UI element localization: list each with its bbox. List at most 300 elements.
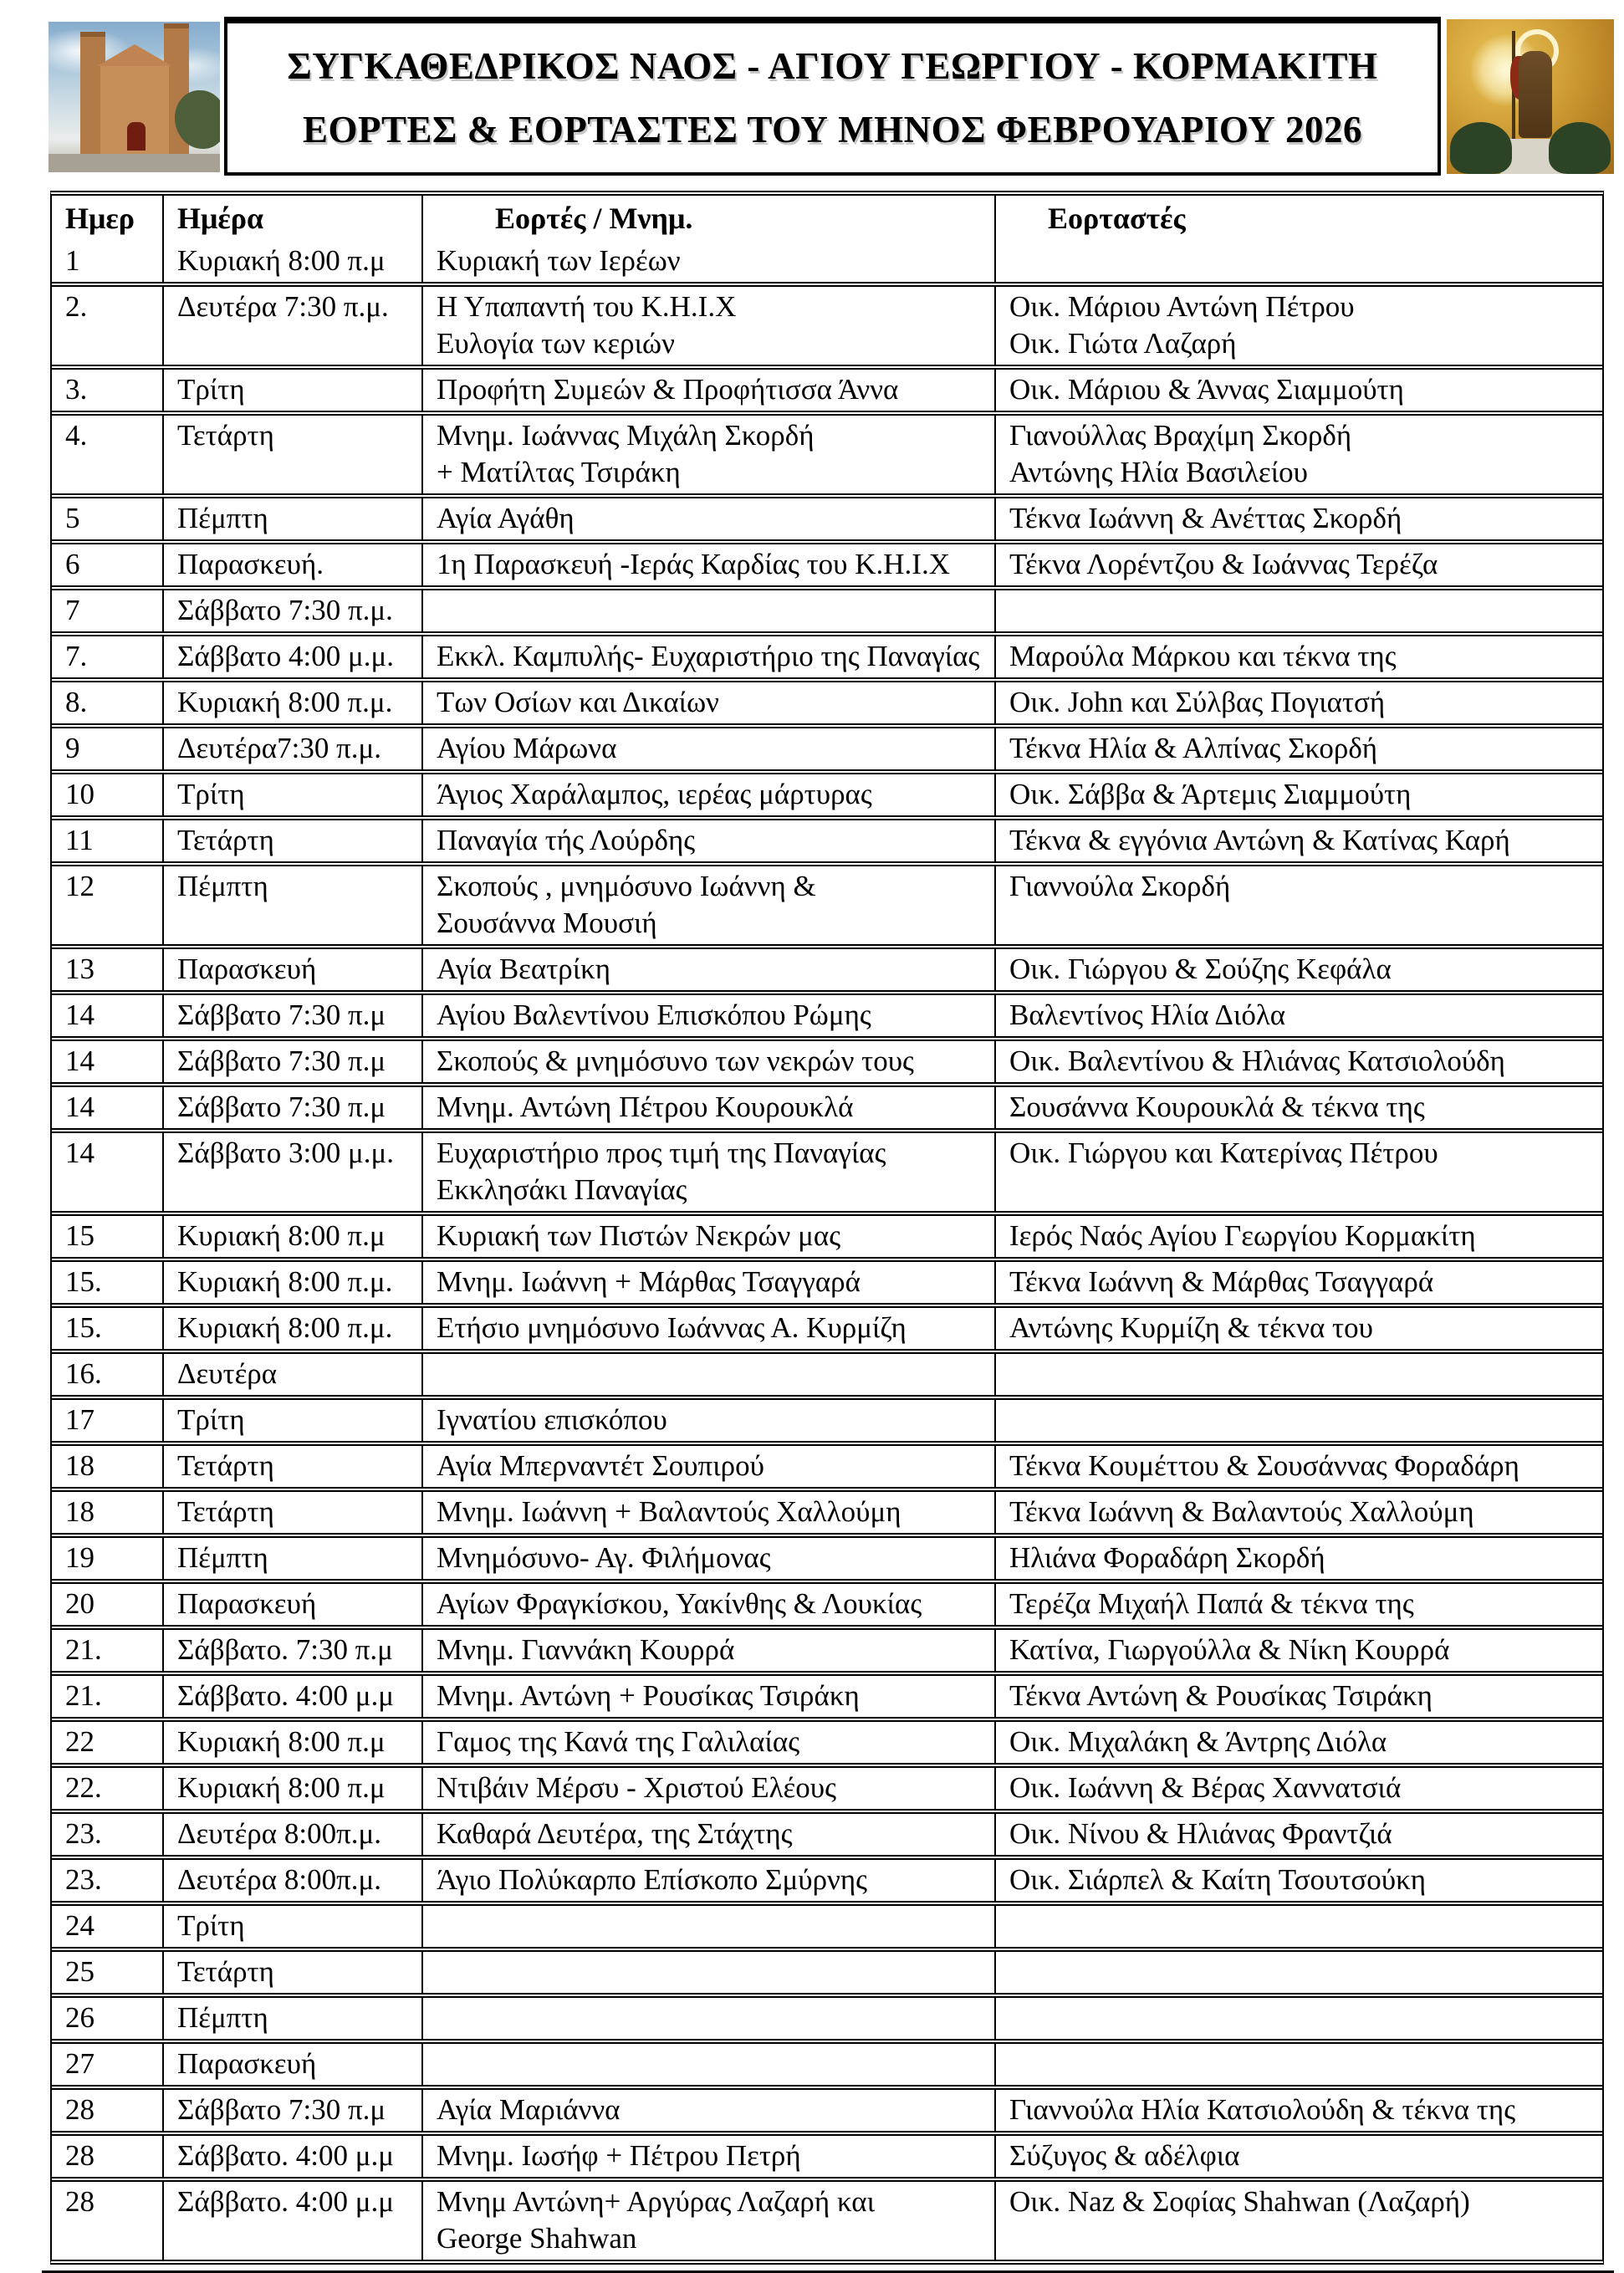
celebrant-line: Τέκνα Ιωάννη & Βαλαντούς Χαλλούμη [1009,1495,1474,1528]
table-row [52,2177,1602,2260]
cell-celebrants [994,1041,1602,1082]
day-number: 10 [65,778,94,810]
cell-feasts [421,1308,994,1349]
feast-line: Των Οσίων και Δικαίων [437,686,719,718]
day-name: Δευτέρα [177,1357,278,1390]
cell-celebrants [994,1814,1602,1855]
feast-line: Αγία Αγάθη [437,502,575,534]
column-header-day-name [162,196,421,241]
celebrant-line: Τέκνα Ιωάννη & Ανέττας Σκορδή [1009,502,1402,534]
feast-line: Άγιος Χαράλαμπος, ιερέας μάρτυρας [437,778,872,810]
feast-line: Μνημ. Αντώνη Πέτρου Κουρουκλά [437,1091,854,1123]
cell-feasts [421,1492,994,1533]
cell-celebrants [994,1446,1602,1487]
cell-feasts [421,1906,994,1947]
day-number: 7 [65,594,80,626]
cell-day-name [162,1087,421,1128]
cell-day-number [52,1584,162,1625]
cell-day-number [52,636,162,677]
celebrant-line: Κατίνα, Γιωργούλλα & Νίκη Κουρρά [1009,1633,1450,1666]
cell-day-number [52,1216,162,1257]
cell-day-number [52,949,162,990]
table-row [52,1441,1602,1487]
celebrant-line: Οικ. Γιώτα Λαζαρή [1009,327,1237,360]
feast-line: Μνημ. Αντώνη + Ρουσίκας Τσιράκη [437,1679,860,1712]
day-number: 2. [65,290,88,323]
celebrant-line: Ιερός Ναός Αγίου Γεωργίου Κορμακίτη [1009,1219,1476,1252]
cell-feasts [421,590,994,631]
feast-line: 1η Παρασκευή -Ιεράς Καρδίας του Κ.Η.Ι.Χ [437,548,950,580]
cell-day-name [162,1216,421,1257]
celebrant-line: Οικ. Σιάρπελ & Καίτη Τσουτσούκη [1009,1863,1427,1896]
cell-feasts [421,1087,994,1128]
column-header-day-number [52,196,162,241]
cell-feasts [421,949,994,990]
feast-line: Εκκλησάκι Παναγίας [437,1173,687,1206]
feast-line: Μνημ. Ιωάννας Μιχάλη Σκορδή [437,419,815,452]
cell-day-number [52,590,162,631]
day-name: Σάββατο 4:00 μ.μ. [177,640,394,672]
day-name: Τετάρτη [177,824,274,856]
day-name: Τρίτη [177,1909,245,1942]
celebrant-line: Οικ. Naz & Σοφίας Shahwan (Λαζαρή) [1009,2185,1470,2218]
cell-day-number [52,1722,162,1763]
cell-day-name [162,2182,421,2260]
feast-line: Μνημ Αντώνη+ Αργύρας Λαζαρή και [437,2185,876,2218]
day-name: Σάββατο 7:30 π.μ [177,2093,386,2126]
cell-feasts [421,287,994,365]
cell-day-number [52,1676,162,1717]
cell-day-name [162,2136,421,2177]
table-row [52,1395,1602,1441]
day-number: 6 [65,548,80,580]
day-number: 19 [65,1541,94,1574]
day-name: Τετάρτη [177,1449,274,1482]
cell-day-name [162,2090,421,2131]
feast-line: Αγίου Μάρωνα [437,732,617,764]
flower-arrangement-right [1549,122,1611,174]
cell-feasts [421,498,994,539]
cell-celebrants [994,1262,1602,1303]
celebrant-line: Οικ. Ιωάννη & Βέρας Χαννατσιά [1009,1771,1402,1804]
cell-celebrants [994,2044,1602,2085]
cell-day-name [162,2044,421,2085]
page-header [0,0,1624,179]
celebrant-line: Τέκνα Κουμέττου & Σουσάννας Φοραδάρη [1009,1449,1519,1482]
cell-day-number [52,1814,162,1855]
cell-celebrants [994,1860,1602,1901]
column-header-label: Ημερ [65,201,135,235]
page-title-line1: ΣΥΓΚΑΘΕΔΡΙΚΟΣ ΝΑΟΣ - ΑΓΙΟΥ ΓΕΩΡΓΙΟΥ - ΚΟΡΜΑΚΙΤΗ [287,44,1378,87]
cell-feasts [421,370,994,411]
cell-feasts [421,1400,994,1441]
feast-line: Σκοπούς , μνημόσυνο Ιωάννη & [437,870,816,902]
table-row [52,1082,1602,1128]
table-row [52,1487,1602,1533]
cell-day-name [162,1400,421,1441]
day-number: 27 [65,2047,94,2080]
statue-figure [1519,51,1552,138]
table-row [52,1993,1602,2039]
cell-celebrants [994,1630,1602,1671]
cell-feasts [421,241,994,282]
cell-day-name [162,1768,421,1809]
church-door [127,122,146,151]
cell-celebrants [994,1354,1602,1395]
day-name: Σάββατο 7:30 π.μ [177,1091,386,1123]
feast-line: Καθαρά Δευτέρα, της Στάχτης [437,1817,793,1850]
cell-day-number [52,774,162,815]
day-name: Τρίτη [177,373,245,406]
celebrant-line: Τέκνα Ηλία & Αλπίνας Σκορδή [1009,732,1378,764]
celebrant-line: Οικ. Μάριου Αντώνη Πέτρου [1009,290,1355,323]
cell-celebrants [994,498,1602,539]
day-number: 11 [65,824,94,856]
day-number: 7. [65,640,88,672]
table-row [52,1257,1602,1303]
cell-celebrants [994,590,1602,631]
day-name: Τρίτη [177,778,245,810]
table-row [52,1533,1602,1579]
cell-celebrants [994,1952,1602,1993]
day-number: 18 [65,1449,94,1482]
celebrant-line: Γιαννούλα Σκορδή [1009,870,1231,902]
table-row [52,1349,1602,1395]
feast-line: Αγία Μπερναντέτ Σουπιρού [437,1449,764,1482]
cell-feasts [421,774,994,815]
cell-day-number [52,1262,162,1303]
cell-celebrants [994,866,1602,944]
cell-celebrants [994,1584,1602,1625]
day-name: Σάββατο 3:00 μ.μ. [177,1136,394,1169]
cell-celebrants [994,2136,1602,2177]
column-header-label: Ημέρα [177,201,264,235]
cell-celebrants [994,1906,1602,1947]
cell-day-name [162,1676,421,1717]
feast-line: Αγία Μαριάννα [437,2093,620,2126]
cell-day-name [162,866,421,944]
table-row [52,1947,1602,1993]
cell-day-number [52,1906,162,1947]
feast-line: Ιγνατίου επισκόπου [437,1403,667,1436]
cell-feasts [421,1354,994,1395]
celebrant-line: Τέκνα Αντώνη & Ρουσίκας Τσιράκη [1009,1679,1432,1712]
day-name: Σάββατο 7:30 π.μ. [177,594,393,626]
table-row [52,1809,1602,1855]
cell-celebrants [994,949,1602,990]
cell-feasts [421,2044,994,2085]
title-box [224,17,1441,176]
cell-feasts [421,820,994,861]
cell-day-number [52,2182,162,2260]
day-name: Δευτέρα 8:00π.μ. [177,1817,382,1850]
cell-day-name [162,1584,421,1625]
cell-celebrants [994,1400,1602,1441]
cell-day-number [52,1087,162,1128]
celebrant-line: Οικ. John και Σύλβας Πογιατσή [1009,686,1386,718]
church-pediment [97,44,172,66]
saint-george-statue-photo [1447,19,1614,174]
column-header-label: Εορταστές [1048,201,1186,235]
celebrant-line: Τερέζα Μιχαήλ Παπά & τέκνα της [1009,1587,1414,1620]
cell-celebrants [994,1216,1602,1257]
cell-day-number [52,995,162,1036]
table-row [52,539,1602,585]
celebrant-line: Σύζυγος & αδέλφια [1009,2139,1240,2172]
feast-line: Μνημ. Ιωάννη + Βαλαντούς Χαλλούμη [437,1495,901,1528]
cell-feasts [421,416,994,493]
table-row [52,411,1602,493]
cell-celebrants [994,1538,1602,1579]
cell-day-number [52,241,162,282]
cell-day-name [162,1722,421,1763]
day-name: Τετάρτη [177,1495,274,1528]
cell-day-number [52,1041,162,1082]
feast-line: Ντιβάιν Μέρσυ - Χριστού Ελέους [437,1771,836,1804]
cell-feasts [421,728,994,769]
cell-feasts [421,1952,994,1993]
cell-day-name [162,1630,421,1671]
table-header-row [52,196,1602,241]
table-row [52,1211,1602,1257]
feast-line: Κυριακή των Πιστών Νεκρών μας [437,1219,841,1252]
cell-celebrants [994,241,1602,282]
table-row [52,769,1602,815]
celebrant-line: Οικ. Βαλεντίνου & Ηλιάνας Κατσιολούδη [1009,1045,1505,1077]
celebrant-line: Οικ. Γιώργου & Σούζης Κεφάλα [1009,953,1392,985]
celebrant-line: Οικ. Μιχαλάκη & Άντρης Διόλα [1009,1725,1387,1758]
cell-feasts [421,1860,994,1901]
day-number: 22 [65,1725,94,1758]
table-row [52,241,1602,282]
cell-feasts [421,1041,994,1082]
cell-day-number [52,544,162,585]
day-number: 12 [65,870,94,902]
day-number: 13 [65,953,94,985]
celebrant-line: Τέκνα Ιωάννη & Μάρθας Τσαγγαρά [1009,1265,1434,1298]
table-row [52,1579,1602,1625]
day-name: Κυριακή 8:00 π.μ. [177,1265,393,1298]
cell-celebrants [994,1768,1602,1809]
table-row [52,1128,1602,1211]
cell-celebrants [994,370,1602,411]
feast-line: Παναγία τής Λούρδης [437,824,696,856]
cell-day-name [162,241,421,282]
cell-day-number [52,416,162,493]
cell-day-number [52,2136,162,2177]
cell-celebrants [994,636,1602,677]
cell-day-name [162,774,421,815]
feast-line: Μνημ. Ιωάννη + Μάρθας Τσαγγαρά [437,1265,861,1298]
ground-shape [49,154,220,172]
day-number: 15. [65,1265,102,1298]
cell-day-name [162,1133,421,1211]
day-name: Κυριακή 8:00 π.μ [177,1771,386,1804]
cell-day-name [162,1446,421,1487]
day-name: Πέμπτη [177,870,268,902]
day-number: 14 [65,1045,94,1077]
cell-feasts [421,1722,994,1763]
cell-celebrants [994,544,1602,585]
celebrant-line: Τέκνα & εγγόνια Αντώνη & Κατίνας Καρή [1009,824,1510,856]
day-name: Σάββατο. 4:00 μ.μ [177,1679,394,1712]
day-name: Κυριακή 8:00 π.μ. [177,1311,393,1344]
cell-day-number [52,866,162,944]
page-title-line2: ΕΟΡΤΕΣ & ΕΟΡΤΑΣΤΕΣ ΤΟΥ ΜΗΝΟΣ ΦΕΒΡΟΥΑΡΙΟΥ 2026 [302,109,1363,151]
cell-day-number [52,1308,162,1349]
table-row [52,944,1602,990]
day-name: Πέμπτη [177,1541,268,1574]
cell-feasts [421,1630,994,1671]
cell-day-name [162,1998,421,2039]
cell-day-number [52,2044,162,2085]
cell-celebrants [994,1998,1602,2039]
table-row [52,1036,1602,1082]
feast-line: Αγίων Φραγκίσκου, Υακίνθης & Λουκίας [437,1587,922,1620]
cell-day-number [52,2090,162,2131]
cell-day-number [52,682,162,723]
cell-feasts [421,995,994,1036]
day-number: 28 [65,2185,94,2218]
day-number: 15. [65,1311,102,1344]
cell-feasts [421,1998,994,2039]
day-name: Κυριακή 8:00 π.μ [177,1219,386,1252]
cell-day-number [52,728,162,769]
cell-feasts [421,1584,994,1625]
cell-celebrants [994,1722,1602,1763]
cell-day-number [52,1952,162,1993]
cell-celebrants [994,416,1602,493]
day-name: Σάββατο. 4:00 μ.μ [177,2139,394,2172]
cell-feasts [421,636,994,677]
cell-day-number [52,1768,162,1809]
day-name: Δευτέρα 8:00π.μ. [177,1863,382,1896]
feast-line: Μνημ. Ιωσήφ + Πέτρου Πετρή [437,2139,801,2172]
cell-day-name [162,1262,421,1303]
table-row [52,723,1602,769]
day-number: 23. [65,1817,102,1850]
celebrant-line: Ηλιάνα Φοραδάρη Σκορδή [1009,1541,1325,1574]
day-name: Παρασκευή [177,953,317,985]
table-row [52,282,1602,365]
day-number: 3. [65,373,88,406]
cell-celebrants [994,1087,1602,1128]
day-number: 23. [65,1863,102,1896]
table-row [52,365,1602,411]
cell-celebrants [994,1308,1602,1349]
cell-celebrants [994,2182,1602,2260]
day-number: 25 [65,1955,94,1988]
celebrant-line: Σουσάννα Κουρουκλά & τέκνα της [1009,1091,1425,1123]
cell-day-name [162,590,421,631]
cell-day-name [162,1492,421,1533]
cell-day-name [162,1906,421,1947]
cell-day-number [52,498,162,539]
cell-celebrants [994,287,1602,365]
day-number: 28 [65,2093,94,2126]
cell-day-name [162,728,421,769]
feast-line: George Shahwan [437,2222,637,2255]
feast-line: Ετήσιο μνημόσυνο Ιωάννας Α. Κυρμίζη [437,1311,906,1344]
cell-celebrants [994,1492,1602,1533]
cell-day-name [162,682,421,723]
celebrant-line: Βαλεντίνος Ηλία Διόλα [1009,999,1286,1031]
cell-day-number [52,1446,162,1487]
day-number: 1 [65,244,80,277]
table-row [52,1303,1602,1349]
feast-line: Άγιο Πολύκαρπο Επίσκοπο Σμύρνης [437,1863,868,1896]
feast-line: Η Υπαπαντή του Κ.Η.Ι.Χ [437,290,737,323]
day-number: 22. [65,1771,102,1804]
day-number: 5 [65,502,80,534]
day-number: 21. [65,1633,102,1666]
cell-day-number [52,287,162,365]
celebrant-line: Αντώνης Κυρμίζη & τέκνα του [1009,1311,1373,1344]
cell-feasts [421,1133,994,1211]
table-row [52,1763,1602,1809]
cell-day-name [162,1860,421,1901]
day-number: 8. [65,686,88,718]
cell-day-number [52,1400,162,1441]
cell-feasts [421,2136,994,2177]
day-name: Τρίτη [177,1403,245,1436]
table-row [52,990,1602,1036]
cell-day-number [52,1133,162,1211]
cell-feasts [421,1676,994,1717]
column-header-celebrants [994,196,1602,241]
day-name: Δευτέρα 7:30 π.μ. [177,290,389,323]
cell-feasts [421,682,994,723]
cell-day-name [162,544,421,585]
day-name: Πέμπτη [177,502,268,534]
cell-feasts [421,866,994,944]
cell-feasts [421,1446,994,1487]
flower-arrangement-left [1450,122,1512,174]
day-number: 14 [65,1136,94,1169]
table-row [52,493,1602,539]
cell-day-name [162,820,421,861]
cell-celebrants [994,2090,1602,2131]
cell-celebrants [994,1676,1602,1717]
cell-celebrants [994,820,1602,861]
celebrant-line: Μαρούλα Μάρκου και τέκνα της [1009,640,1397,672]
day-name: Τετάρτη [177,1955,274,1988]
cell-feasts [421,1814,994,1855]
cell-day-name [162,949,421,990]
column-header-label: Εορτές / Μνημ. [495,201,693,235]
day-number: 20 [65,1587,94,1620]
feast-line: Γαμος της Κανά της Γαλιλαίας [437,1725,800,1758]
cell-day-number [52,820,162,861]
cell-feasts [421,1768,994,1809]
celebrant-line: Γιαννούλα Ηλία Κατσιολούδη & τέκνα της [1009,2093,1516,2126]
cell-day-name [162,1308,421,1349]
cell-feasts [421,544,994,585]
day-name: Παρασκευή [177,2047,317,2080]
day-number: 16. [65,1357,102,1390]
cell-day-number [52,1492,162,1533]
day-name: Δευτέρα7:30 π.μ. [177,732,382,764]
table-row [52,1855,1602,1901]
cell-day-name [162,416,421,493]
feast-line: Κυριακή των Ιερέων [437,244,681,277]
table-row [52,861,1602,944]
cell-feasts [421,2182,994,2260]
feast-calendar-table [50,191,1604,2265]
day-name: Σάββατο. 4:00 μ.μ [177,2185,394,2218]
cell-celebrants [994,682,1602,723]
cell-day-name [162,1952,421,1993]
